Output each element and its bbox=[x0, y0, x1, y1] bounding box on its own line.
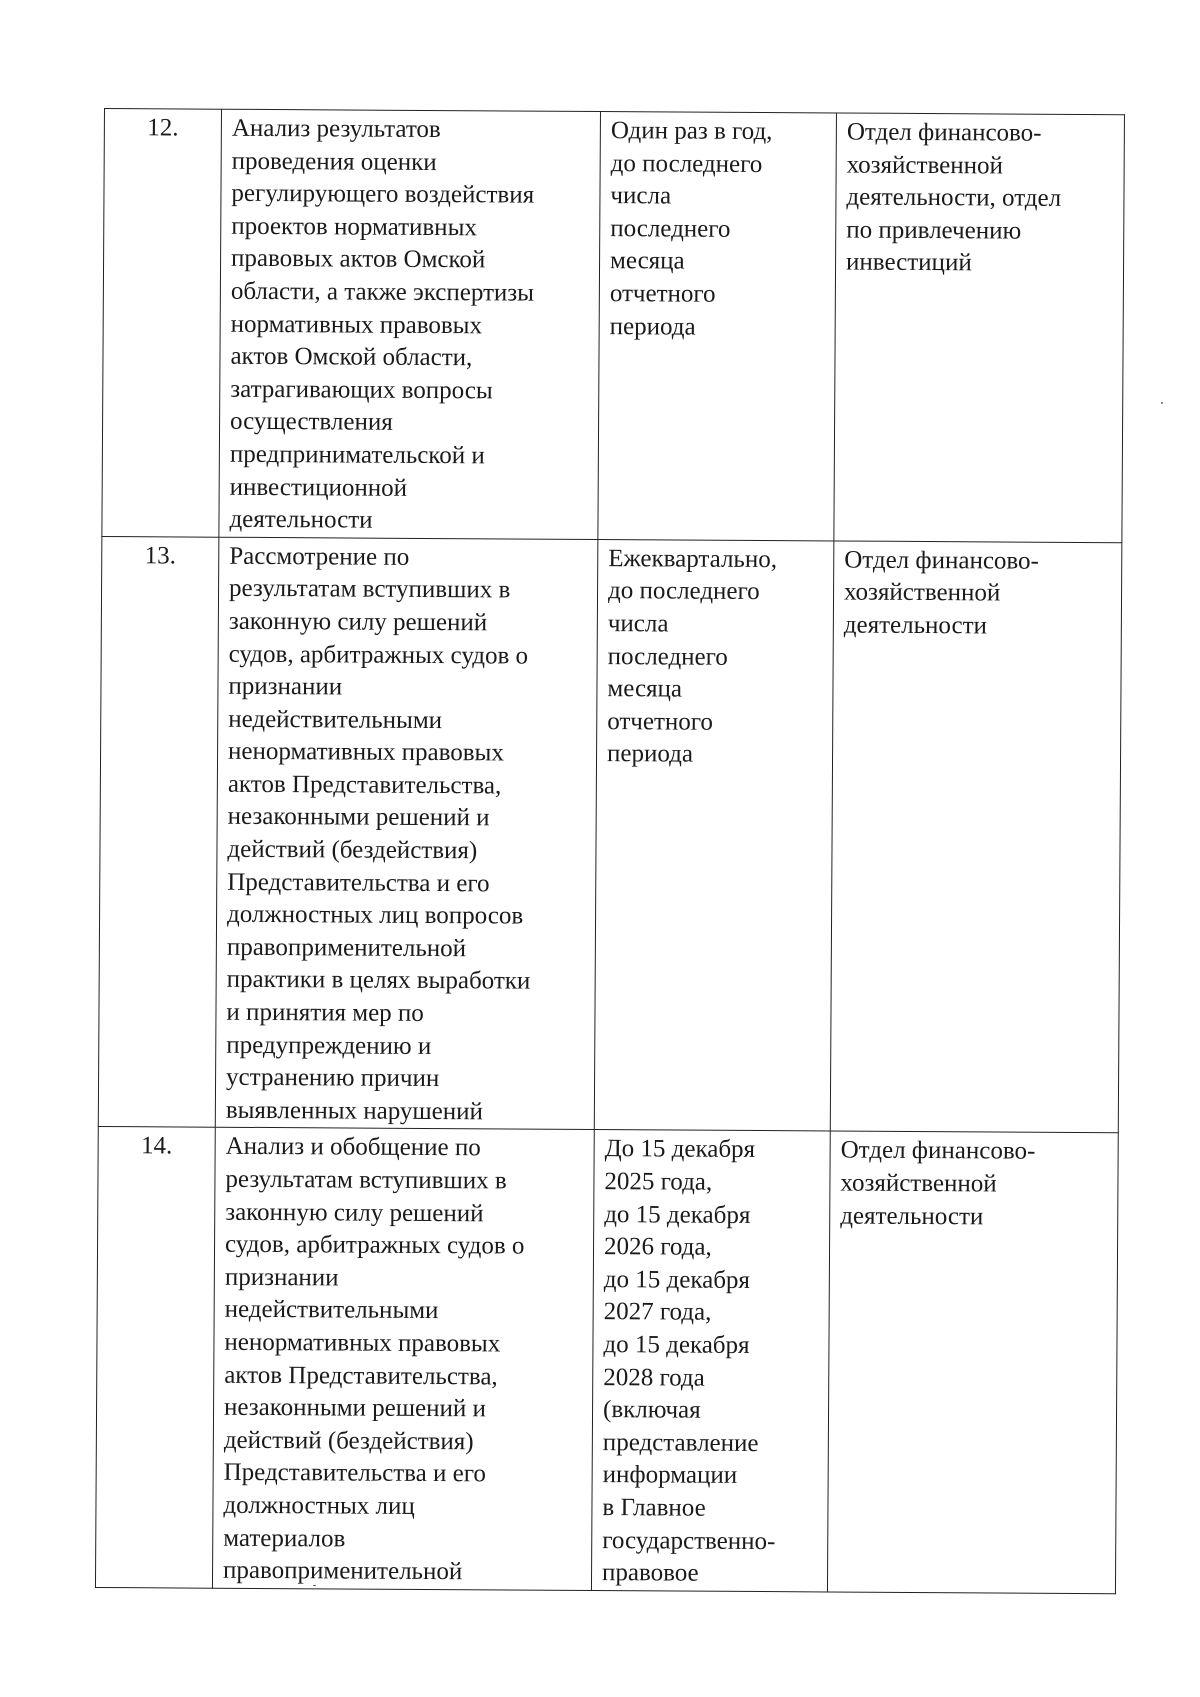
text-line: месяца bbox=[607, 675, 683, 703]
row-number: 12. bbox=[147, 114, 179, 142]
text-line: должностных лиц вопросов bbox=[226, 901, 524, 930]
text-line: области, а также экспертизы bbox=[230, 277, 535, 307]
text-line: хозяйственной bbox=[840, 1169, 997, 1198]
row-number: 14. bbox=[140, 1132, 173, 1160]
table-row bbox=[102, 109, 1125, 543]
text-line: деятельности bbox=[843, 611, 988, 640]
text-line: актов Представительства, bbox=[224, 1361, 498, 1390]
text-line: проведения оценки bbox=[231, 147, 437, 176]
text-line: проектов нормативных bbox=[231, 212, 477, 242]
deadline-cell bbox=[598, 112, 837, 541]
table-row bbox=[98, 536, 1122, 1133]
deadline-cell bbox=[591, 1130, 830, 1592]
text-line: в Главное bbox=[602, 1494, 706, 1522]
text-line: незаконными решений и bbox=[227, 803, 490, 832]
text-line: правовых актов Омской bbox=[230, 245, 486, 274]
text-line: недействительными bbox=[224, 1296, 439, 1325]
text-line: и принятия мер по bbox=[226, 998, 424, 1028]
text-line: судов, арбитражных судов о bbox=[228, 640, 529, 670]
text-line: регулирующего воздействия bbox=[231, 179, 535, 209]
row-number-cell bbox=[98, 536, 219, 1127]
text-line: отчетного bbox=[607, 707, 714, 736]
text-line: действий (бездействия) bbox=[223, 1426, 474, 1456]
description-cell bbox=[219, 109, 601, 539]
text-line: выявленных нарушений bbox=[225, 1096, 484, 1126]
text-line: Представительства и его bbox=[223, 1459, 486, 1488]
text-line: должностных лиц bbox=[223, 1491, 415, 1520]
text-line: ненормативных правовых bbox=[227, 738, 504, 767]
row-number-cell bbox=[102, 109, 222, 537]
text-line: периода bbox=[606, 740, 694, 768]
text-line: Анализ и обобщение по bbox=[225, 1133, 481, 1162]
text-line: незаконными решений и bbox=[223, 1393, 486, 1423]
text-line: (включая bbox=[602, 1396, 701, 1424]
text-line: до последнего bbox=[607, 577, 760, 606]
text-line: числа bbox=[607, 609, 669, 638]
text-line: деятельности bbox=[840, 1202, 984, 1230]
text-line: осуществления bbox=[230, 408, 393, 437]
text-line: Ежеквартально, bbox=[608, 544, 778, 573]
text-line: последнего bbox=[610, 214, 731, 243]
text-line: предупреждению и bbox=[226, 1031, 432, 1060]
text-line: до последнего bbox=[610, 149, 763, 178]
text-line: информации bbox=[602, 1461, 738, 1490]
scan-speck bbox=[1161, 402, 1163, 404]
text-line: затрагивающих вопросы bbox=[230, 375, 493, 405]
text-line: последнего bbox=[607, 642, 728, 671]
text-line: недействительными bbox=[228, 705, 443, 734]
text-line: хозяйственной bbox=[846, 151, 1003, 180]
description-cell bbox=[212, 1128, 594, 1591]
text-line: материалов bbox=[223, 1524, 346, 1553]
responsible-cell bbox=[834, 113, 1125, 542]
responsible-cell bbox=[830, 541, 1122, 1133]
text-line: нормативных правовых bbox=[230, 310, 483, 339]
text-line: по привлечению bbox=[846, 216, 1022, 245]
text-line: до 15 декабря bbox=[604, 1200, 751, 1229]
text-line: до 15 декабря bbox=[603, 1265, 751, 1294]
text-line: Рассмотрение по bbox=[229, 542, 410, 571]
text-line: результатам вступивших в bbox=[225, 1165, 507, 1195]
table-row bbox=[95, 1127, 1118, 1594]
text-line: правоприменительной bbox=[226, 933, 467, 963]
text-line: действий (бездействия) bbox=[227, 835, 478, 865]
text-line: Один раз в год, bbox=[610, 117, 773, 146]
text-line: месяца bbox=[609, 247, 685, 275]
text-line: судов, арбитражных судов о bbox=[224, 1230, 525, 1260]
plan-table bbox=[95, 108, 1125, 1594]
text-line: государственно- bbox=[602, 1526, 776, 1555]
text-line: деятельности, отдел bbox=[846, 183, 1062, 213]
row-number: 13. bbox=[144, 541, 176, 570]
text-line: Представительства и его bbox=[227, 868, 490, 898]
text-line: периода bbox=[609, 312, 696, 341]
text-line: инвестиционной bbox=[229, 473, 408, 502]
text-line: 2025 года, bbox=[604, 1168, 713, 1196]
text-line: числа bbox=[610, 182, 672, 210]
text-line: Отдел финансово- bbox=[844, 546, 1040, 575]
text-line: 2027 года, bbox=[603, 1298, 712, 1327]
text-line: Отдел финансово- bbox=[840, 1136, 1036, 1166]
text-line: актов Омской области, bbox=[230, 342, 473, 372]
text-line: признании bbox=[224, 1263, 339, 1292]
description-cell bbox=[215, 537, 598, 1130]
text-line: До 15 декабря bbox=[604, 1135, 756, 1164]
text-line: 2028 года bbox=[603, 1363, 705, 1392]
text-line: Анализ результатов bbox=[231, 114, 441, 144]
text-line: представление bbox=[602, 1428, 759, 1457]
table-body bbox=[95, 109, 1124, 1594]
text-line: правовое bbox=[601, 1559, 699, 1587]
text-line: 2026 года, bbox=[603, 1233, 712, 1261]
text-line: устранению причин bbox=[225, 1063, 440, 1093]
text-line: хозяйственной bbox=[843, 578, 1001, 607]
text-line: отчетного bbox=[609, 280, 716, 308]
text-line: результатам вступивших в bbox=[228, 575, 511, 604]
text-line: Отдел финансово- bbox=[846, 118, 1042, 147]
scan-speck bbox=[313, 1585, 316, 1586]
text-line: законную силу решений bbox=[228, 607, 488, 637]
text-line: правоприменительной bbox=[222, 1556, 463, 1586]
text-line: признании bbox=[228, 672, 343, 701]
text-line: до 15 декабря bbox=[603, 1331, 750, 1359]
text-line: деятельности bbox=[229, 505, 373, 534]
text-line: предпринимательской и bbox=[229, 440, 485, 470]
row-number-cell bbox=[95, 1127, 215, 1588]
responsible-cell bbox=[827, 1131, 1118, 1593]
deadline-cell bbox=[594, 539, 834, 1131]
text-line: практики в целях выработки bbox=[226, 966, 531, 996]
text-line: инвестиций bbox=[845, 248, 972, 277]
text-line: законную силу решений bbox=[225, 1198, 484, 1227]
text-line: ненормативных правовых bbox=[224, 1328, 501, 1358]
text-line: актов Представительства, bbox=[227, 770, 502, 800]
